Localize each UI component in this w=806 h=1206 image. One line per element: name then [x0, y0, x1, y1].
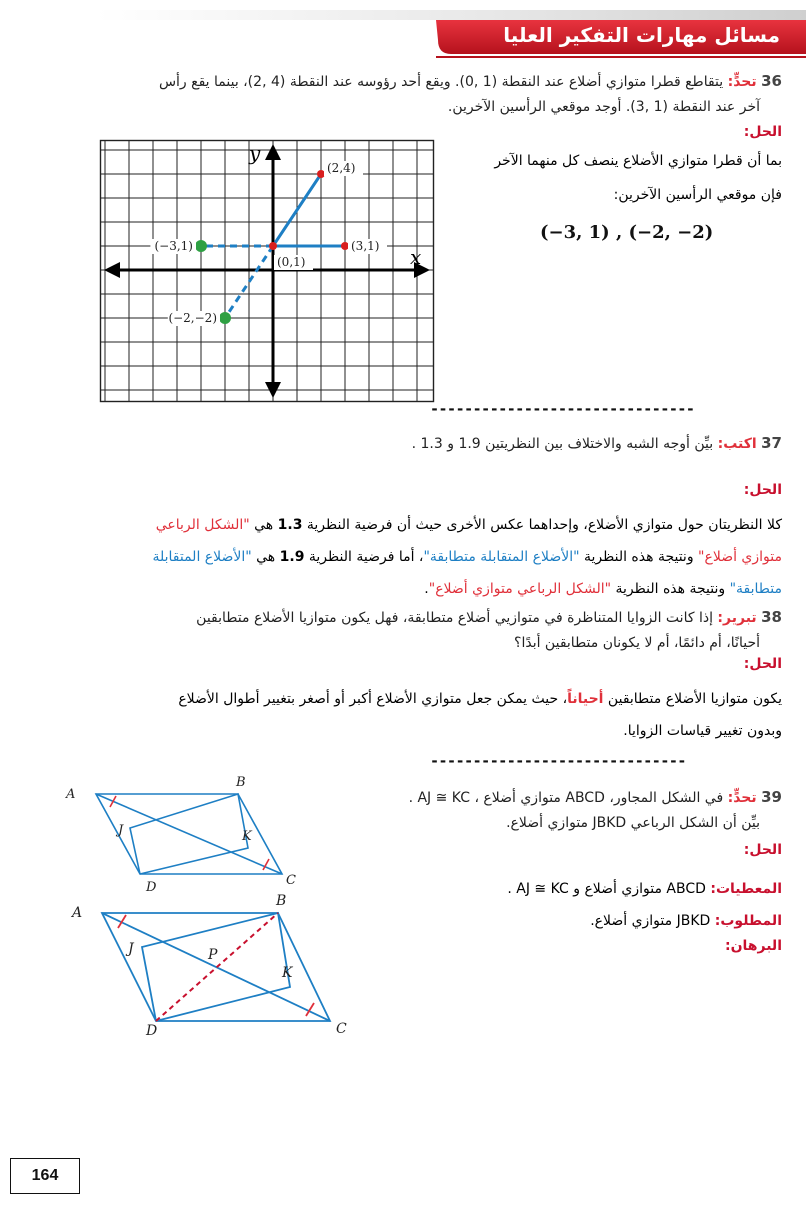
highlight-blue: "الأضلاع المتقابلة	[152, 549, 252, 565]
question-tag: تبرير:	[717, 610, 757, 626]
theorem-number: 1.3	[277, 517, 303, 533]
answer-38-line1	[12, 684, 782, 714]
point-label: (−3,1)	[154, 239, 193, 253]
question-number: 39	[761, 788, 782, 806]
answer-37-line2	[12, 542, 782, 572]
answer-text: ، حيث يمكن جعل متوازي الأضلاع أكبر أو أصغر بتغيير أطوال الأضلاع	[178, 691, 568, 707]
answer-36-line2: فإن موقعي الرأسين الآخرين:	[613, 187, 782, 203]
label-a: A	[72, 905, 83, 921]
parallelogram-figure-2	[60, 893, 350, 1039]
answer-text: ونتيجة هذه النظرية	[611, 581, 730, 597]
answer-text: ، أما فرضية النظرية	[304, 549, 424, 565]
required-line	[342, 906, 782, 936]
label-j: J	[118, 823, 124, 838]
question-36-line2: آخر عند النقطة (1 ,3). أوجد موقعي الرأسين الآخرين.	[447, 99, 760, 115]
highlight-red: "الشكل الرباعي	[155, 517, 250, 533]
given-text: ABCD متوازي أضلاع و AJ ≅ KC .	[507, 881, 706, 897]
parallelogram-figure-1	[60, 770, 310, 895]
point-label: (2,4)	[327, 161, 356, 175]
point-marker	[195, 240, 207, 252]
question-text-line1: إذا كانت الزوايا المتناظرة في متوازيي أضلاع متطابقة، فهل يكون متوازيا الأضلاع متطابقين	[196, 610, 713, 626]
y-axis-label: y	[249, 141, 261, 165]
required-label: المطلوب:	[714, 913, 782, 929]
label-k: K	[242, 829, 252, 844]
question-text-line1: في الشكل المجاور، ABCD متوازي أضلاع ، AJ ≅ KC .	[408, 790, 724, 806]
question-number: 36	[761, 72, 782, 90]
theorem-number: 1.9	[279, 549, 305, 565]
answer-38-line2: وبدون تغيير قياسات الزوايا.	[623, 723, 782, 739]
answer-36-vertices: (−3, 1) , (−2, −2)	[540, 222, 714, 243]
section-title: مسائل مهارات التفكير العليا	[503, 23, 780, 47]
point-marker	[341, 242, 349, 250]
question-39-line2: بيِّن أن الشكل الرباعي JBKD متوازي أضلاع.	[506, 815, 760, 831]
required-text: JBKD متوازي أضلاع.	[590, 913, 711, 929]
section-banner	[96, 10, 806, 60]
point-marker	[219, 312, 231, 324]
question-number: 37	[761, 434, 782, 452]
label-j: J	[128, 941, 134, 957]
highlight-red: "الشكل الرباعي متوازي أضلاع"	[428, 581, 612, 597]
question-tag: تحدٍّ:	[727, 790, 757, 806]
y-axis-arrow-up	[265, 144, 281, 160]
divider-2: ------------------------------	[430, 752, 686, 770]
solution-label-39: الحل:	[743, 842, 782, 858]
point-label: (0,1)	[277, 255, 306, 269]
answer-text: .	[424, 581, 429, 597]
question-tag: اكتب:	[717, 436, 757, 452]
question-tag: تحدٍّ:	[727, 74, 757, 90]
question-39	[302, 784, 782, 811]
answer-text: ونتيجة هذه النظرية	[579, 549, 699, 565]
point-label: (−2,−2)	[168, 311, 217, 325]
question-38-line2: أحيانًا، أم دائمًا، أم لا يكونان متطابقين أبدًا؟	[514, 635, 760, 651]
answer-text: هي	[249, 517, 278, 533]
solution-label-37: الحل:	[743, 482, 782, 498]
label-c: C	[336, 1021, 347, 1037]
question-36	[12, 68, 782, 95]
answer-37-line3	[12, 574, 782, 604]
question-number: 38	[761, 608, 782, 626]
answer-36-line1: بما أن قطرا متوازي الأضلاع ينصف كل منهما الآخر	[494, 153, 782, 169]
page-number: 164	[10, 1158, 80, 1194]
given-label: المعطيات:	[710, 881, 782, 897]
question-37	[12, 430, 782, 457]
label-d: D	[146, 880, 157, 895]
question-text: بيِّن أوجه الشبه والاختلاف بين النظريتين 1.9 و 1.3 .	[411, 436, 714, 452]
point-label: (3,1)	[351, 239, 380, 253]
coordinate-graph	[100, 140, 434, 402]
answer-text: كلا النظريتان حول متوازي الأضلاع، وإحداهما عكس الأخرى حيث أن فرضية النظرية	[302, 517, 782, 533]
question-38	[12, 604, 782, 631]
question-text-line1: يتقاطع قطرا متوازي أضلاع عند النقطة (1 ,0). ويقع أحد رؤوسه عند النقطة (4 ,2)، بينما يقع رأس	[158, 74, 724, 90]
solution-label-38: الحل:	[743, 656, 782, 672]
graph-points	[150, 161, 387, 326]
proof-label: البرهان:	[725, 938, 782, 954]
label-c: C	[286, 873, 296, 888]
highlight-blue: "الأضلاع المتقابلة متطابقة"	[423, 549, 580, 565]
point-marker	[317, 170, 325, 178]
x-axis-label: x	[410, 245, 422, 269]
answer-text: هي	[251, 549, 280, 565]
label-b: B	[276, 893, 287, 909]
divider-1: -------------------------------	[430, 400, 695, 418]
x-axis-arrow-left	[104, 262, 120, 278]
highlight-red: أحياناً	[567, 691, 604, 707]
highlight-red: متوازي أضلاع"	[698, 549, 782, 565]
given-line	[342, 874, 782, 904]
solution-label-36: الحل:	[743, 124, 782, 140]
highlight-blue: متطابقة"	[729, 581, 782, 597]
point-marker	[269, 242, 277, 250]
label-p: P	[208, 947, 218, 963]
answer-37-line1	[12, 510, 782, 540]
label-d: D	[146, 1023, 158, 1039]
label-a: A	[66, 787, 76, 802]
label-k: K	[282, 965, 293, 981]
answer-text: يكون متوازيا الأضلاع متطابقين	[603, 691, 782, 707]
label-b: B	[236, 775, 246, 790]
